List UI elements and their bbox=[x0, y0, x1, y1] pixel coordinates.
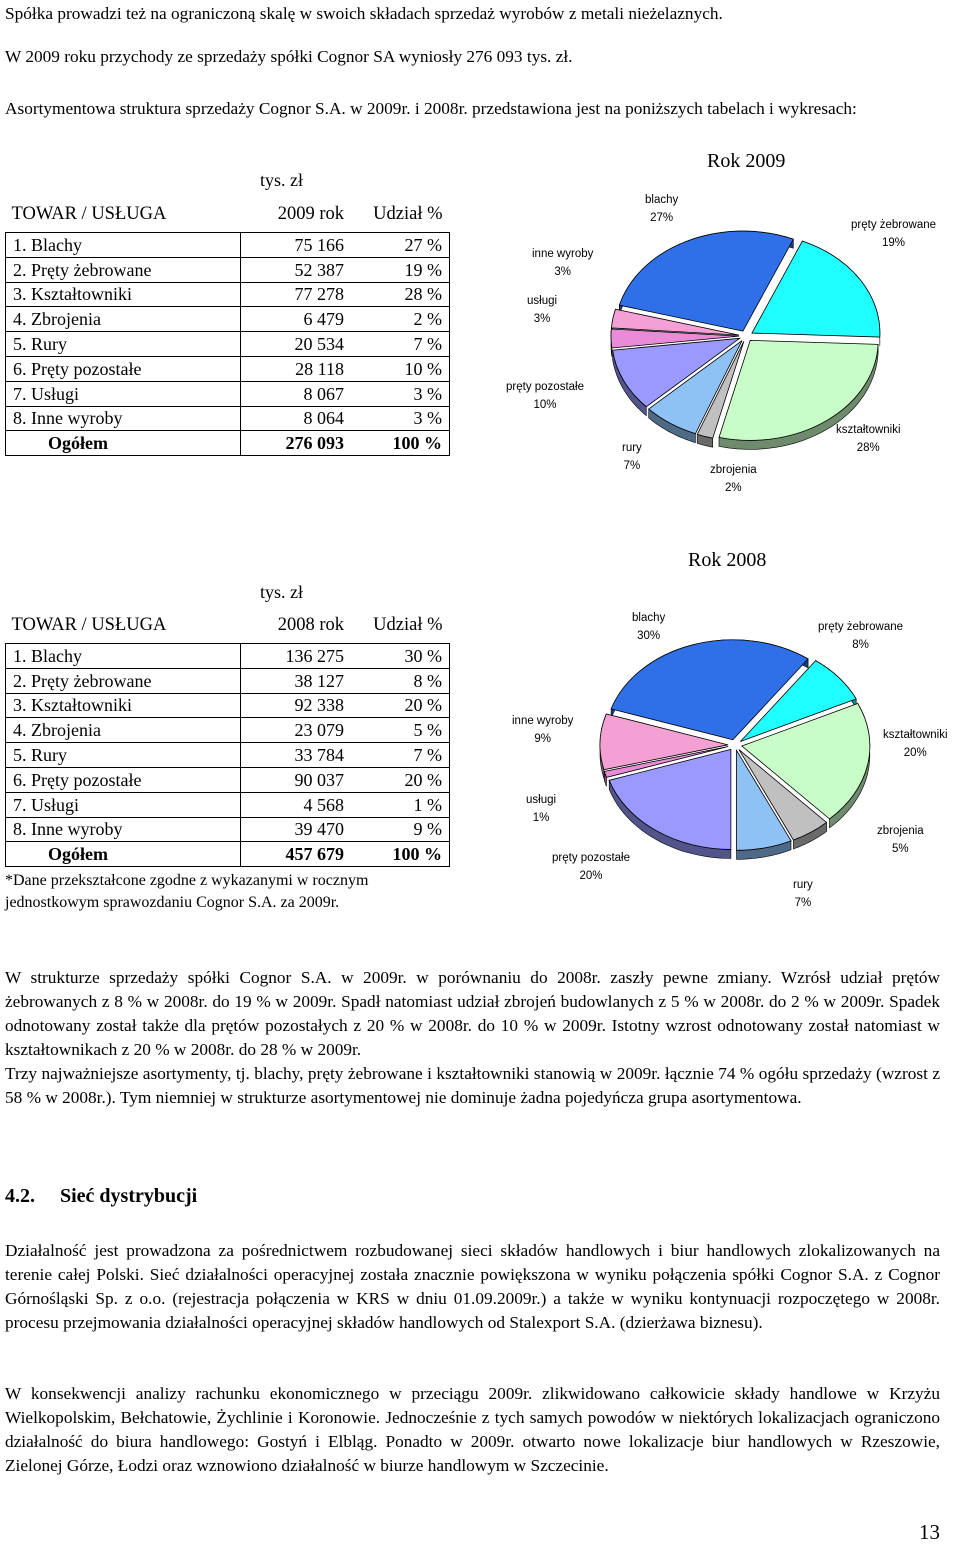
row-name: 7. Usługi bbox=[6, 381, 241, 406]
section-title: Sieć dystrybucji bbox=[60, 1185, 198, 1207]
label-rury-2009: rury 7% bbox=[622, 442, 642, 472]
row-name: 6. Pręty pozostałe bbox=[6, 356, 241, 381]
row-value: 38 127 bbox=[241, 668, 352, 693]
row-name: 2. Pręty żebrowane bbox=[6, 668, 241, 693]
label-ksztaltowniki-2009: kształtowniki 28% bbox=[836, 424, 901, 454]
analysis-paragraph-2: Trzy najważniejsze asortymenty, tj. blachy, pręty żebrowane i kształtowniki stanowią w 2009r. łącznie 74 % ogółu sprzedaży (wzrost z 58 % w 2008r.). Tym niemniej w strukturze asortymentowej nie dominuje żadna pojedyńcza grupa asortymentowa. bbox=[5, 1064, 940, 1107]
row-value: 136 275 bbox=[241, 644, 352, 669]
header-share: Udział % bbox=[373, 615, 443, 635]
header-year: 2009 rok bbox=[277, 204, 344, 224]
footnote-line-1: *Dane przekształcone zgodne z wykazanymi w rocznym bbox=[5, 872, 369, 889]
row-share: 27 % bbox=[351, 233, 450, 258]
row-share: 8 % bbox=[351, 668, 450, 693]
total-name: Ogółem bbox=[6, 842, 241, 867]
table-2008-unit: tys. zł bbox=[260, 582, 303, 602]
row-value: 33 784 bbox=[241, 743, 352, 768]
label-prety-zebrowane-2009: pręty żebrowane 19% bbox=[851, 219, 937, 249]
label-blachy-2008: blachy 30% bbox=[632, 612, 666, 642]
intro-line-2: W 2009 roku przychody ze sprzedaży spółki Cognor SA wyniosły 276 093 tys. zł. bbox=[5, 47, 573, 66]
analysis-paragraph: W strukturze sprzedaży spółki Cognor S.A. w 2009r. w porównaniu do 2008r. zaszły pewne zmiany. Wzrósł udział prętów żebrowanych z 8 % w 2008r. do 19 % w 2009r. Spadł natomiast udział zbrojeń budowlanych z 5 % w 2008r. do 2 % w 2009r. Spadek odnotowany został także dla prętów pozostałych z 20 % w 2008r. do 10 % w 2009r. Istotny wzrost odnotowany został natomiast w kształtownikach z 20 % w 2008r. do 28 % w 2009r. bbox=[5, 968, 940, 1059]
row-name: 3. Kształtowniki bbox=[6, 693, 241, 718]
row-value: 4 568 bbox=[241, 792, 352, 817]
label-inne-wyroby-2009: inne wyroby 3% bbox=[532, 248, 594, 278]
label-zbrojenia-2009: zbrojenia 2% bbox=[710, 464, 757, 494]
label-prety-zebrowane-2008: pręty żebrowane 8% bbox=[818, 621, 904, 651]
intro-line-3: Asortymentowa struktura sprzedaży Cognor S.A. w 2009r. i 2008r. przedstawiona jest na poniższych tabelach i wykresach: bbox=[5, 99, 857, 118]
table-2009-unit: tys. zł bbox=[260, 170, 303, 190]
total-name: Ogółem bbox=[6, 431, 241, 456]
label-uslugi-2009: usługi 3% bbox=[527, 295, 558, 325]
row-value: 6 479 bbox=[241, 307, 352, 332]
row-value: 28 118 bbox=[241, 356, 352, 381]
row-share: 9 % bbox=[351, 817, 450, 842]
row-share: 20 % bbox=[351, 767, 450, 792]
row-value: 23 079 bbox=[241, 718, 352, 743]
label-inne-wyroby-2008: inne wyroby 9% bbox=[512, 715, 574, 745]
label-blachy-2009: blachy 27% bbox=[645, 194, 679, 224]
section-number: 4.2. bbox=[5, 1185, 35, 1207]
label-ksztaltowniki-2008: kształtowniki 20% bbox=[883, 729, 948, 759]
row-share: 10 % bbox=[351, 356, 450, 381]
row-share: 2 % bbox=[351, 307, 450, 332]
distribution-paragraph-2: W konsekwencji analizy rachunku ekonomicznego w przeciągu 2009r. zlikwidowano całkowicie składy handlowe w Krzyżu Wielkopolskim, Bełchatowie, Żychlinie i Koronowie. Jednocześnie z tych samych powodów w niektórych lokalizacjach ograniczono działalność do biura handlowego: Gostyń i Elbląg. Ponadto w 2009r. otwarto nowe lokalizacje biur handlowych w Rzeszowie, Zielonej Górze, Łodzi oraz wznowiono działalność w biurze handlowym w Szczecinie. bbox=[5, 1384, 940, 1475]
header-product: TOWAR / USŁUGA bbox=[11, 204, 167, 224]
row-value: 8 064 bbox=[241, 406, 352, 431]
row-value: 8 067 bbox=[241, 381, 352, 406]
row-share: 20 % bbox=[351, 693, 450, 718]
row-name: 5. Rury bbox=[6, 332, 241, 357]
row-name: 4. Zbrojenia bbox=[6, 718, 241, 743]
page-number: 13 bbox=[919, 1520, 940, 1544]
row-share: 5 % bbox=[351, 718, 450, 743]
row-name: 5. Rury bbox=[6, 743, 241, 768]
row-share: 7 % bbox=[351, 332, 450, 357]
chart-2008-title: Rok 2008 bbox=[688, 549, 767, 571]
row-value: 92 338 bbox=[241, 693, 352, 718]
label-prety-pozostale-2009: pręty pozostałe 10% bbox=[506, 381, 584, 411]
section-heading bbox=[5, 1185, 197, 1208]
label-zbrojenia-2008: zbrojenia 5% bbox=[877, 825, 924, 855]
label-rury-2008: rury 7% bbox=[793, 879, 813, 909]
row-share: 19 % bbox=[351, 257, 450, 282]
header-product: TOWAR / USŁUGA bbox=[11, 615, 167, 635]
distribution-paragraph-1: Działalność jest prowadzona za pośrednictwem rozbudowanej sieci składów handlowych i biur handlowych zlokalizowanych na terenie całej Polski. Sieć działalności operacyjnej została znacznie powiększona w wyniku połączenia spółki Cognor S.A. z Cognor Górnośląski Sp. z o.o. (rejestracja połączenia w KRS w dniu 01.09.2009r.) a także w wyniku kontynuacji rozpoczętego w 2008r. procesu przejmowania działalności operacyjnej składów handlowych od Stalexport S.A. (dzierżawa biznesu). bbox=[5, 1241, 940, 1332]
row-name: 2. Pręty żebrowane bbox=[6, 257, 241, 282]
header-year: 2008 rok bbox=[277, 615, 344, 635]
row-share: 1 % bbox=[351, 792, 450, 817]
row-name: 4. Zbrojenia bbox=[6, 307, 241, 332]
row-value: 20 534 bbox=[241, 332, 352, 357]
label-prety-pozostale-2008: pręty pozostałe 20% bbox=[552, 852, 630, 882]
footnote-line-2: jednostkowym sprawozdaniu Cognor S.A. za 2009r. bbox=[5, 894, 340, 911]
row-share: 3 % bbox=[351, 406, 450, 431]
row-value: 75 166 bbox=[241, 233, 352, 258]
row-name: 3. Kształtowniki bbox=[6, 282, 241, 307]
total-share: 100 % bbox=[351, 842, 450, 867]
row-name: 1. Blachy bbox=[6, 644, 241, 669]
row-share: 28 % bbox=[351, 282, 450, 307]
row-value: 52 387 bbox=[241, 257, 352, 282]
row-name: 8. Inne wyroby bbox=[6, 406, 241, 431]
label-uslugi-2008: usługi 1% bbox=[526, 794, 557, 824]
row-value: 39 470 bbox=[241, 817, 352, 842]
intro-line-1: Spółka prowadzi też na ograniczoną skalę w swoich składach sprzedaż wyrobów z metali nieżelaznych. bbox=[5, 4, 723, 23]
total-value: 457 679 bbox=[241, 842, 352, 867]
row-share: 30 % bbox=[351, 644, 450, 669]
row-name: 1. Blachy bbox=[6, 233, 241, 258]
header-share: Udział % bbox=[373, 204, 443, 224]
row-value: 90 037 bbox=[241, 767, 352, 792]
total-value: 276 093 bbox=[241, 431, 352, 456]
row-share: 7 % bbox=[351, 743, 450, 768]
row-name: 8. Inne wyroby bbox=[6, 817, 241, 842]
row-share: 3 % bbox=[351, 381, 450, 406]
total-share: 100 % bbox=[351, 431, 450, 456]
row-value: 77 278 bbox=[241, 282, 352, 307]
chart-2009-title: Rok 2009 bbox=[707, 150, 786, 172]
row-name: 7. Usługi bbox=[6, 792, 241, 817]
row-name: 6. Pręty pozostałe bbox=[6, 767, 241, 792]
